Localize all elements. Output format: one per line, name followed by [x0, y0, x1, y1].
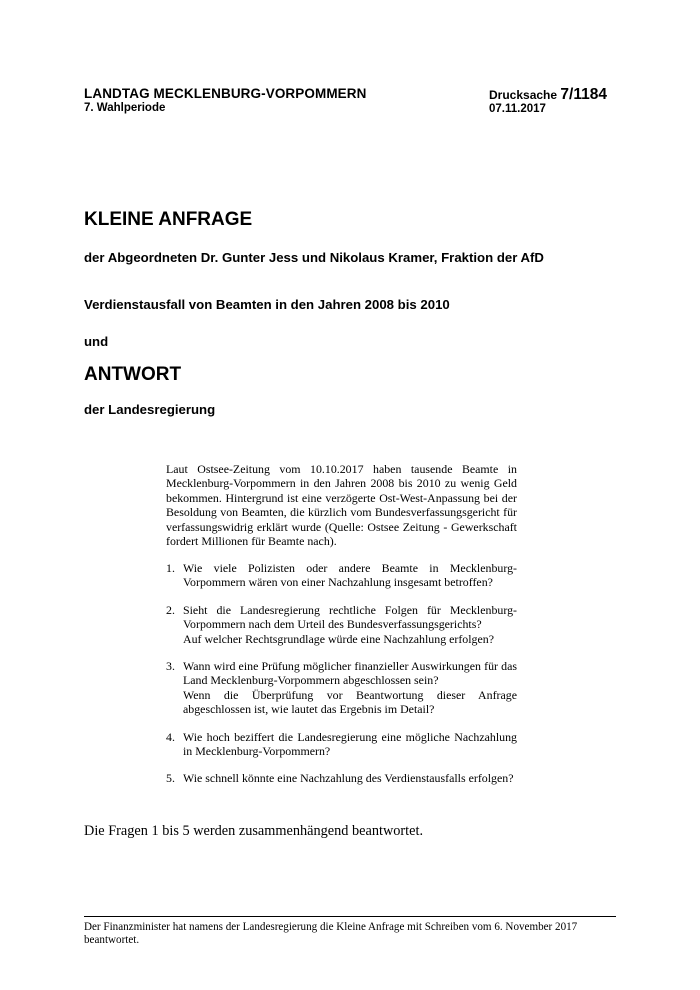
question-text [183, 603, 517, 646]
document-reference [489, 86, 607, 104]
question-text [183, 659, 517, 717]
question-text [183, 561, 517, 590]
answer-type-heading: ANTWORT [84, 364, 182, 385]
question-item [166, 603, 517, 646]
question-text [183, 730, 517, 759]
question-line: Auf welcher Rechtsgrundlage würde eine Nachzahlung erfolgen? [183, 631, 495, 646]
question-line: Wann wird eine Prüfung möglicher finanzieller Auswirkungen für das Land Mecklenburg-Vorpommern abgeschlossen sein? [183, 659, 517, 688]
question-number: 5. [166, 771, 175, 786]
question-item [166, 659, 517, 717]
question-list [166, 561, 517, 799]
question-text [183, 771, 517, 785]
legislative-period: 7. Wahlperiode [84, 102, 166, 114]
document-date: 07.11.2017 [489, 103, 546, 115]
question-number: 4. [166, 729, 175, 744]
document-label: Drucksache [489, 88, 558, 102]
document-number: 7/1184 [560, 86, 607, 103]
parliament-name: LANDTAG MECKLENBURG-VORPOMMERN [84, 86, 367, 101]
question-line: Wie schnell könnte eine Nachzahlung des Verdienstausfalls erfolgen? [183, 771, 514, 786]
inquiry-subject: Verdienstausfall von Beamten in den Jahren 2008 bis 2010 [84, 297, 450, 312]
footnote: Der Finanzminister hat namens der Landesregierung die Kleine Anfrage mit Schreiben vom 6. November 2017 beantwortet. [84, 921, 578, 947]
question-item [166, 771, 517, 785]
question-number: 3. [166, 659, 175, 674]
question-line: Wenn die Überprüfung vor Beantwortung dieser Anfrage abgeschlossen ist, wie lautet das Ergebnis im Detail? [183, 687, 517, 717]
conjunction-text: und [84, 334, 109, 349]
question-number: 1. [166, 561, 175, 575]
footnote-divider [84, 916, 616, 917]
question-item [166, 561, 517, 590]
inquiry-type-heading: KLEINE ANFRAGE [84, 209, 253, 230]
intro-text: Laut Ostsee-Zeitung vom 10.10.2017 haben tausende Beamte in Mecklenburg-Vorpommern in den Jahren 2008 bis 2010 zu wenig Geld bekommen. Hintergrund ist eine verzögerte Ost-West-Anpassung bei der Besoldung von Beamten, die kürzlich vom Bundesverfassungsgericht für verfassungswidrig erklärt wurde (Quelle: Ostsee Zeitung - Gewerkschaft fordert Millionen für Beamte nach). [166, 462, 517, 549]
question-line: Wie viele Polizisten oder andere Beamte in Mecklenburg-Vorpommern wären von einer Nachzahlung insgesamt betroffen? [183, 561, 517, 590]
question-number: 2. [166, 602, 175, 617]
question-line: Wie hoch beziffert die Landesregierung eine mögliche Nachzahlung in Mecklenburg-Vorpommern? [183, 729, 517, 759]
intro-paragraph [166, 462, 517, 548]
inquiry-authors: der Abgeordneten Dr. Gunter Jess und Nikolaus Kramer, Fraktion der AfD [84, 250, 544, 265]
question-item [166, 730, 517, 759]
respondent: der Landesregierung [84, 402, 216, 417]
answer-text: Die Fragen 1 bis 5 werden zusammenhängend beantwortet. [84, 823, 424, 839]
question-line: Sieht die Landesregierung rechtliche Folgen für Mecklenburg-Vorpommern nach dem Urteil des Bundesverfassungsgerichts? [183, 602, 517, 632]
